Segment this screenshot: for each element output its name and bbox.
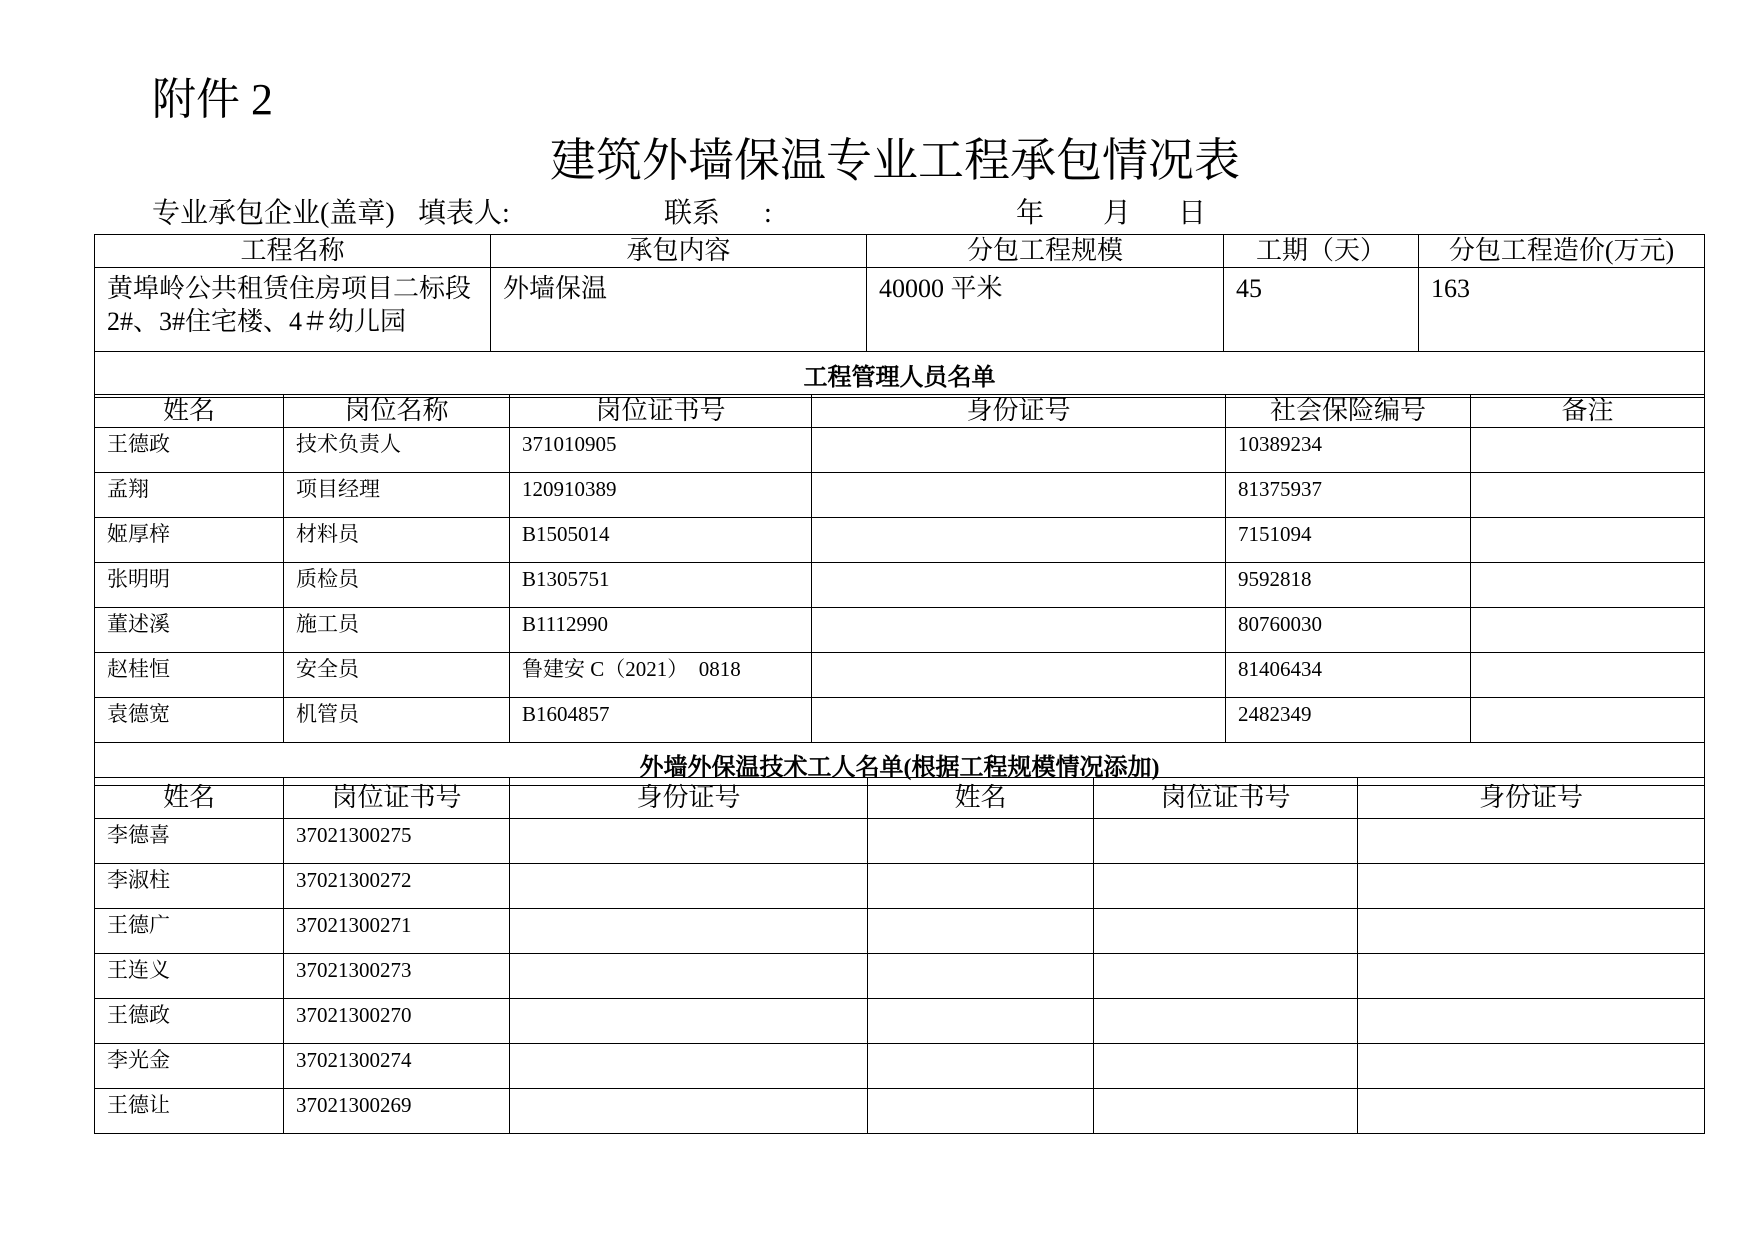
- worker-cert: 37021300270: [284, 999, 510, 1044]
- table-row: [95, 428, 1705, 473]
- worker-id-2: [1358, 864, 1705, 909]
- staff-cert: B1604857: [510, 698, 812, 743]
- worker-cert-2: [1094, 1044, 1358, 1089]
- worker-name-2: [868, 954, 1094, 999]
- header-cert-2: 岗位证书号: [1094, 778, 1358, 819]
- workers-table: [94, 777, 1705, 1134]
- table-row: [95, 608, 1705, 653]
- worker-id-2: [1358, 819, 1705, 864]
- staff-cert: 371010905: [510, 428, 812, 473]
- worker-cert: 37021300271: [284, 909, 510, 954]
- worker-name-2: [868, 1044, 1094, 1089]
- header-note: 备注: [1471, 395, 1705, 428]
- staff-position: 项目经理: [284, 473, 510, 518]
- worker-name-2: [868, 864, 1094, 909]
- management-table: [94, 394, 1705, 786]
- staff-id: [812, 653, 1226, 698]
- header-name-2: 姓名: [868, 778, 1094, 819]
- workers-header-row: [95, 778, 1705, 819]
- worker-name: 王德广: [95, 909, 284, 954]
- header-id: 身份证号: [812, 395, 1226, 428]
- staff-cert: B1305751: [510, 563, 812, 608]
- workers-section-title: 外墙外保温技术工人名单(根据工程规模情况添加): [95, 743, 1705, 786]
- header-name: 姓名: [95, 778, 284, 819]
- staff-cert: 鲁建安 C（2021） 0818: [510, 653, 812, 698]
- staff-insurance: 80760030: [1226, 608, 1471, 653]
- subcontract-scale: 40000 平米: [867, 268, 1224, 352]
- staff-id: [812, 698, 1226, 743]
- annex-label: 附件 2: [152, 75, 273, 124]
- page-title: [0, 135, 1754, 186]
- worker-cert: 37021300272: [284, 864, 510, 909]
- staff-cert: 120910389: [510, 473, 812, 518]
- header-subcontract-scale: 分包工程规模: [867, 235, 1224, 268]
- worker-cert-2: [1094, 954, 1358, 999]
- staff-insurance: 7151094: [1226, 518, 1471, 563]
- worker-id: [510, 999, 868, 1044]
- worker-name-2: [868, 1089, 1094, 1134]
- table-row: [95, 563, 1705, 608]
- worker-id-2: [1358, 1089, 1705, 1134]
- worker-cert-2: [1094, 864, 1358, 909]
- worker-name: 李淑柱: [95, 864, 284, 909]
- year-label: 年: [1016, 198, 1045, 229]
- table-row: [95, 518, 1705, 563]
- worker-id: [510, 864, 868, 909]
- staff-name: 王德政: [95, 428, 284, 473]
- worker-name: 王连义: [95, 954, 284, 999]
- worker-cert: 37021300273: [284, 954, 510, 999]
- management-section-row: [95, 352, 1705, 398]
- day-label: 日: [1178, 198, 1207, 229]
- project-header-row: [95, 235, 1705, 268]
- project-name: 黄埠岭公共租赁住房项目二标段2#、3#住宅楼、4＃幼儿园: [95, 268, 491, 352]
- table-row: [95, 473, 1705, 518]
- worker-cert-2: [1094, 819, 1358, 864]
- worker-name-2: [868, 819, 1094, 864]
- staff-note: [1471, 653, 1705, 698]
- staff-position: 机管员: [284, 698, 510, 743]
- project-row: [95, 268, 1705, 352]
- staff-name: 张明明: [95, 563, 284, 608]
- staff-insurance: 9592818: [1226, 563, 1471, 608]
- table-row: [95, 1044, 1705, 1089]
- header-cert: 岗位证书号: [284, 778, 510, 819]
- worker-id-2: [1358, 999, 1705, 1044]
- header-id: 身份证号: [510, 778, 868, 819]
- table-row: [95, 909, 1705, 954]
- table-row: [95, 864, 1705, 909]
- staff-note: [1471, 608, 1705, 653]
- table-row: [95, 1089, 1705, 1134]
- company-label: 专业承包企业(盖章): [152, 198, 395, 229]
- staff-position: 技术负责人: [284, 428, 510, 473]
- staff-name: 董述溪: [95, 608, 284, 653]
- staff-cert: B1112990: [510, 608, 812, 653]
- table-row: [95, 999, 1705, 1044]
- staff-insurance: 81406434: [1226, 653, 1471, 698]
- worker-cert-2: [1094, 1089, 1358, 1134]
- worker-name: 王德政: [95, 999, 284, 1044]
- worker-cert: 37021300275: [284, 819, 510, 864]
- header-project-name: 工程名称: [95, 235, 491, 268]
- header-cost: 分包工程造价(万元): [1419, 235, 1705, 268]
- worker-id: [510, 1089, 868, 1134]
- worker-id-2: [1358, 909, 1705, 954]
- staff-id: [812, 473, 1226, 518]
- staff-note: [1471, 563, 1705, 608]
- management-header-row: [95, 395, 1705, 428]
- header-duration: 工期（天）: [1224, 235, 1419, 268]
- staff-insurance: 81375937: [1226, 473, 1471, 518]
- cost: 163: [1419, 268, 1705, 352]
- worker-name-2: [868, 909, 1094, 954]
- worker-id: [510, 819, 868, 864]
- duration: 45: [1224, 268, 1419, 352]
- management-section-title: 工程管理人员名单: [95, 352, 1705, 398]
- worker-id: [510, 954, 868, 999]
- staff-insurance: 10389234: [1226, 428, 1471, 473]
- staff-name: 袁德宽: [95, 698, 284, 743]
- worker-cert-2: [1094, 909, 1358, 954]
- staff-note: [1471, 428, 1705, 473]
- header-insurance: 社会保险编号: [1226, 395, 1471, 428]
- staff-id: [812, 518, 1226, 563]
- worker-id-2: [1358, 954, 1705, 999]
- filler-label: 填表人:: [418, 198, 510, 229]
- month-label: 月: [1103, 198, 1132, 229]
- header-id-2: 身份证号: [1358, 778, 1705, 819]
- staff-name: 孟翔: [95, 473, 284, 518]
- worker-name: 王德让: [95, 1089, 284, 1134]
- contract-content: 外墙保温: [491, 268, 867, 352]
- project-table: [94, 234, 1705, 398]
- page-title-text: 建筑外墙保温专业工程承包情况表: [550, 135, 1240, 186]
- staff-name: 姬厚梓: [95, 518, 284, 563]
- worker-id: [510, 1044, 868, 1089]
- staff-insurance: 2482349: [1226, 698, 1471, 743]
- staff-note: [1471, 698, 1705, 743]
- staff-id: [812, 608, 1226, 653]
- table-row: [95, 954, 1705, 999]
- worker-id: [510, 909, 868, 954]
- staff-note: [1471, 518, 1705, 563]
- worker-cert: 37021300274: [284, 1044, 510, 1089]
- staff-position: 材料员: [284, 518, 510, 563]
- header-contract-content: 承包内容: [491, 235, 867, 268]
- worker-cert-2: [1094, 999, 1358, 1044]
- header-position: 岗位名称: [284, 395, 510, 428]
- staff-note: [1471, 473, 1705, 518]
- staff-position: 安全员: [284, 653, 510, 698]
- header-name: 姓名: [95, 395, 284, 428]
- contact-label: 联系: [664, 198, 721, 229]
- worker-name: 李德喜: [95, 819, 284, 864]
- header-cert: 岗位证书号: [510, 395, 812, 428]
- staff-id: [812, 563, 1226, 608]
- staff-id: [812, 428, 1226, 473]
- contact-colon: :: [764, 198, 772, 229]
- staff-name: 赵桂恒: [95, 653, 284, 698]
- table-row: [95, 653, 1705, 698]
- worker-id-2: [1358, 1044, 1705, 1089]
- staff-position: 质检员: [284, 563, 510, 608]
- worker-cert: 37021300269: [284, 1089, 510, 1134]
- staff-position: 施工员: [284, 608, 510, 653]
- staff-cert: B1505014: [510, 518, 812, 563]
- worker-name-2: [868, 999, 1094, 1044]
- table-row: [95, 819, 1705, 864]
- table-row: [95, 698, 1705, 743]
- worker-name: 李光金: [95, 1044, 284, 1089]
